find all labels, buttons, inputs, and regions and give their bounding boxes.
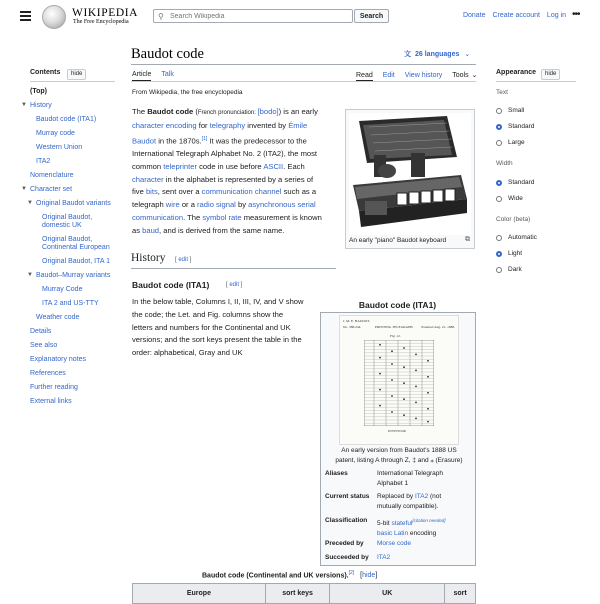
toc-item-external-links[interactable]: External links [30,398,72,405]
infobox-aliases-value: International Telegraph Alphabet 1 [377,470,444,487]
toc-item-further-reading[interactable]: Further reading [30,384,78,391]
history-heading: History [131,252,166,264]
toc-item-original-domestic[interactable]: Original Baudot, domestic UK [42,214,93,229]
symbol-rate-link[interactable]: symbol rate [202,212,242,222]
infobox-ita1 [320,312,476,566]
keyboard-figure [345,109,475,249]
title-divider [131,64,476,65]
color-label: Color (beta) [496,216,531,223]
radio-color-dark[interactable] [496,267,502,273]
appearance-title: Appearance [496,69,537,76]
ref-1-link[interactable]: [1] [201,135,208,142]
ita1-heading: Baudot code (ITA1) [132,280,210,290]
radio-text-standard[interactable] [496,124,502,130]
radio-signal-link[interactable]: radio signal [197,200,236,210]
radio-text-large[interactable] [496,140,502,146]
toc-item-history[interactable]: History [30,102,52,109]
toc-item-top[interactable]: (Top) [30,88,47,95]
toc-item-nomenclature[interactable]: Nomenclature [30,172,74,179]
ita1-paragraph: In the below table, Columns I, II, III, IV, and V show the code; the Let. and Fig. columns show the letters and numbers for the Continental and UK versions; and the sort keys present the table in the order: alphabetical, Gray and UK [132,297,304,358]
toc-toggle-history-icon[interactable]: ▼ [21,102,27,108]
ascii-link[interactable]: ASCII [263,161,284,171]
character-encoding-link[interactable]: character encoding [132,120,197,130]
translate-icon: 文 [404,51,411,58]
width-wide-label: Wide [508,195,523,202]
donate-link[interactable]: Donate [462,12,486,19]
toc-item-ita1[interactable]: Baudot code (ITA1) [36,116,97,123]
communication-link[interactable]: communication [132,212,184,222]
ita2-link[interactable]: ITA2 [414,493,429,500]
toc-title: Contents [30,69,61,76]
wikipedia-tagline: The Free Encyclopedia [73,19,129,25]
toc-item-references[interactable]: References [30,370,66,377]
communication-channel-link[interactable]: communication channel [201,187,282,197]
tab-edit[interactable]: Edit [382,72,395,79]
radio-width-standard[interactable] [496,180,502,186]
patent-fig: Fig. 12. [390,334,401,338]
infobox-status-value: Replaced by ITA2 (not mutually compatible). [377,493,442,510]
toc-item-details[interactable]: Details [30,328,52,335]
baudot-link[interactable]: Baudot [132,136,157,146]
toc-hide-button[interactable]: hide [67,69,86,80]
language-button[interactable] [404,49,470,59]
infobox-preceded-label: Preceded by [325,540,364,547]
baud-link[interactable]: baud [142,225,160,235]
toc-item-original-ita1[interactable]: Original Baudot, ITA 1 [42,258,110,265]
toc-item-explanatory-notes[interactable]: Explanatory notes [30,356,87,363]
intro-paragraph: The Baudot code (French pronunciation: [bodo]) is an early character encoding for telegraphy invented by Émile Baudot in the 1870s.[1] It was the predecessor to the International Telegraph Alphabet No. 2 (ITA2), the most common teleprinter code in use before ASCII. Each character in the alphabet is represented by a series of five bits, sent over a communication channel such as a telegraph wire or a radio signal by asynchronous serial communication. The symbol rate measurement is known as baud, and is derived from the same name. [132,107,322,235]
col-header-sort[interactable]: sort [445,584,476,604]
emile-link[interactable]: Émile [288,120,308,130]
patent-image[interactable] [339,315,459,445]
col-header-europe[interactable]: Europe [133,584,266,604]
ita1-edit-link[interactable]: [ edit ] [226,282,243,288]
text-size-label: Text [496,89,508,96]
baudot-table [132,583,476,604]
ipa-link[interactable]: [bodo] [257,107,279,116]
toc-item-ita2[interactable]: ITA2 [36,158,51,165]
chevron-down-icon: ⌄ [464,51,471,58]
enlarge-icon[interactable]: ⧉ [465,236,470,243]
infobox-status-label: Current status [325,493,370,500]
toc-item-murray[interactable]: Murray code [36,130,75,137]
radio-color-automatic[interactable] [496,235,502,241]
patent-caption: An early version from Baudot's 1888 US patent, listing A through Z, ‡ and ⁎ (Erasure) [335,447,463,464]
search-icon: ⚲ [158,12,164,21]
chevron-down-icon: ⌄ [471,72,478,79]
stateful-link[interactable]: stateful [391,520,413,528]
tab-talk[interactable]: Talk [161,71,174,78]
asynchronous-serial-link[interactable]: asynchronous serial [248,200,316,210]
toc-item-western-union[interactable]: Western Union [36,144,83,151]
character-link[interactable]: character [132,174,164,184]
radio-color-light[interactable] [496,251,502,257]
infobox-title: Baudot code (ITA1) [358,300,437,310]
color-light-label: Light [508,250,523,257]
toc-item-weather-code[interactable]: Weather code [36,314,80,321]
width-label: Width [496,160,513,167]
toc-toggle-murray-icon[interactable]: ▼ [27,272,33,278]
keyboard-caption: An early "piano" Baudot keyboard [349,237,447,244]
telegraphy-link[interactable]: telegraphy [209,120,246,130]
toc-item-see-also[interactable]: See also [30,342,58,349]
toc-item-ita2-us-tty[interactable]: ITA 2 and US-TTY [42,300,99,307]
patent-code-table [364,340,434,426]
table-hide-link[interactable]: hide [362,572,376,580]
toc-toggle-charset-icon[interactable]: ▼ [21,186,27,192]
tabs-divider [131,81,476,82]
ref-2-link[interactable]: [2] [348,570,355,576]
from-wikipedia: From Wikipedia, the free encyclopedia [132,89,243,96]
radio-width-wide[interactable] [496,196,502,202]
search-button[interactable]: Search [354,9,389,23]
color-automatic-label: Automatic [508,234,537,241]
view-tabs [356,71,477,79]
basic-latin-link[interactable]: basic Latin [377,530,409,538]
main-menu-icon[interactable] [20,11,31,21]
width-standard-label: Standard [508,179,535,186]
toc-toggle-original-icon[interactable]: ▼ [27,200,33,206]
col-header-uk[interactable]: UK [330,584,445,604]
tab-read[interactable]: Read [356,72,373,79]
text-small-label: Small [508,107,525,114]
wikipedia-wordmark[interactable]: WIKIPEDIA [72,7,139,19]
toc-item-character-set[interactable]: Character set [30,186,73,193]
infobox-aliases-label: Aliases [325,470,348,477]
toc-divider [30,81,115,82]
morse-code-link[interactable]: Morse code [377,540,411,547]
toc-item-original-continental[interactable]: Original Baudot, Continental European [42,236,110,251]
log-in-link[interactable]: Log in [546,12,566,19]
history-edit-link[interactable]: [ edit ] [175,257,192,263]
toc-item-murray-code[interactable]: Murray Code [42,286,83,293]
user-links [458,12,566,19]
create-account-link[interactable]: Create account [492,12,540,19]
table-caption: Baudot code (Continental and UK versions).[2] [hide] [202,570,378,580]
search-input[interactable] [170,11,345,21]
patent-inventor: INVENTOR [388,429,406,433]
baudot-keyboard-image[interactable] [349,113,471,235]
infobox-classification-label: Classification [325,517,368,524]
patent-name: J. M. E. BAUDOT. [343,319,371,323]
infobox-succeeded-label: Succeeded by [325,554,369,561]
infobox-classification-value: 5-bit stateful[citation needed] basic Latin encoding [377,518,446,538]
text-standard-label: Standard [508,123,535,130]
appearance-divider [496,81,576,82]
citation-needed-link[interactable]: [citation needed] [412,518,446,523]
tab-tools[interactable] [452,72,477,79]
namespace-tabs [132,71,174,78]
tab-view-history[interactable]: View history [404,72,443,79]
wire-link[interactable]: wire [165,200,180,210]
text-large-label: Large [508,139,525,146]
tab-article[interactable]: Article [132,71,152,78]
patent-no: No. 388,244. [343,325,362,329]
patent-sub: PRINTING TELEGRAPH. [375,325,414,329]
history-divider [131,268,336,269]
tools-label: Tools [452,72,469,79]
language-count: 26 languages [415,51,460,58]
teleprinter-link[interactable]: teleprinter [163,161,198,171]
wikipedia-globe-logo[interactable] [42,5,66,29]
toc-item-original-variants[interactable]: Original Baudot variants [36,200,111,207]
succeeded-ita2-link[interactable]: ITA2 [377,554,391,561]
appearance-hide-button[interactable]: hide [541,69,560,80]
page-title: Baudot code [131,46,204,62]
radio-text-small[interactable] [496,108,502,114]
bits-link[interactable]: bits [145,187,158,197]
toc-item-baudot-murray[interactable]: Baudot–Murray variants [36,272,111,279]
search-box[interactable] [153,9,353,23]
color-dark-label: Dark [508,266,522,273]
patent-date: Patented Aug. 21, 1888. [421,325,455,329]
col-header-sort-keys[interactable]: sort keys [265,584,329,604]
more-options-icon[interactable]: ••• [572,9,580,20]
